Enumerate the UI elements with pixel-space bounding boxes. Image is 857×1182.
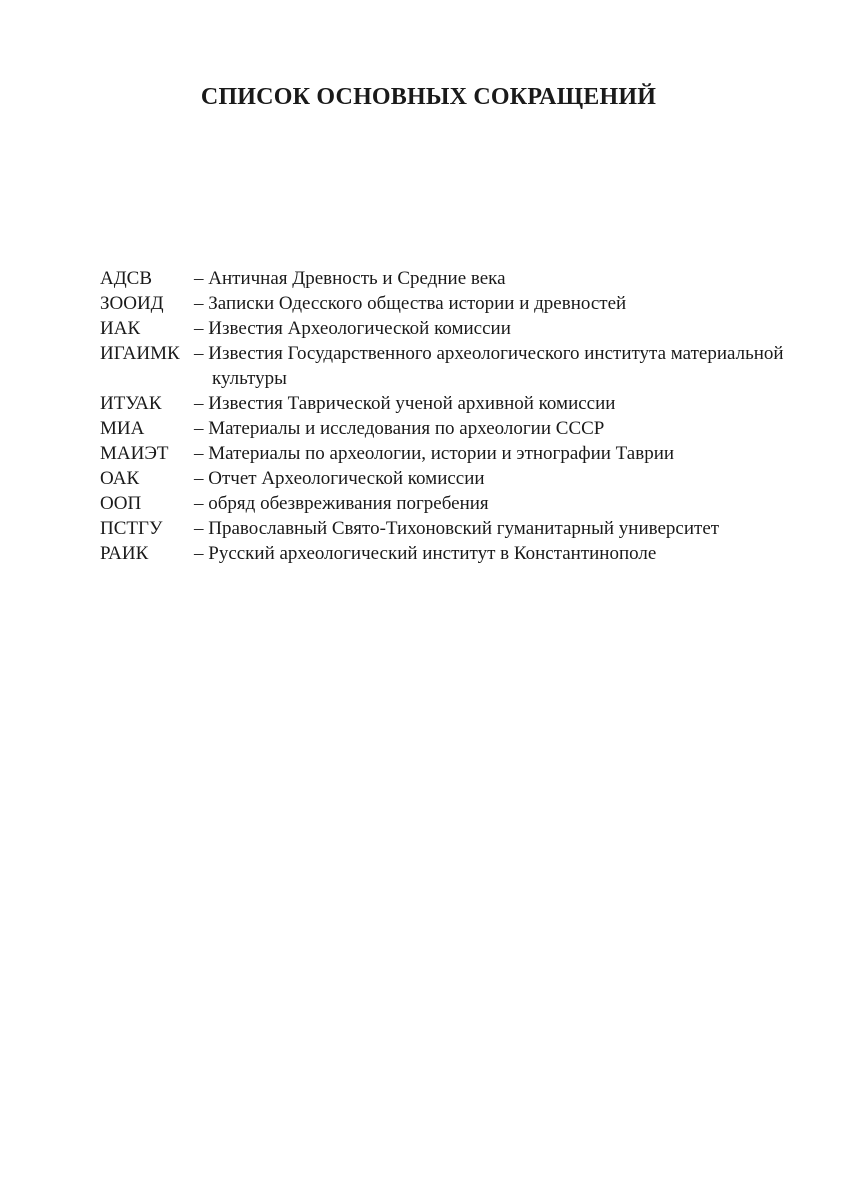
abbreviation-term: ИГАИМК (100, 343, 180, 364)
abbreviation-row (100, 516, 800, 541)
abbreviation-term: МИА (100, 418, 145, 439)
abbreviation-term: ЗООИД (100, 293, 164, 314)
abbreviation-row (100, 416, 800, 441)
page-title: СПИСОК ОСНОВНЫХ СОКРАЩЕНИЙ (200, 84, 657, 110)
abbreviation-definition: – Записки Одесского общества истории и древностей (194, 293, 627, 314)
abbreviation-row (100, 491, 800, 516)
abbreviation-term: ПСТГУ (100, 518, 163, 539)
abbreviation-row (100, 291, 800, 316)
abbreviation-row (100, 316, 800, 341)
abbreviation-row (100, 341, 800, 391)
abbreviation-definition: – Русский археологический институт в Константинополе (194, 543, 657, 564)
abbreviation-row (100, 266, 800, 291)
abbreviation-definition: – Античная Древность и Средние века (194, 268, 506, 289)
abbreviation-term: РАИК (100, 543, 149, 564)
abbreviation-definition: – обряд обезвреживания погребения (194, 493, 489, 514)
abbreviation-term: ИАК (100, 318, 141, 339)
abbreviation-definition: – Известия Археологической комиссии (194, 318, 511, 339)
abbreviation-definition: – Материалы и исследования по археологии СССР (194, 418, 605, 439)
abbreviation-row (100, 391, 800, 416)
abbreviation-row (100, 441, 800, 466)
abbreviation-definition: – Известия Государственного археологического института материальной культуры (194, 343, 784, 389)
abbreviation-term: МАИЭТ (100, 443, 169, 464)
abbreviation-definition: – Отчет Археологической комиссии (194, 468, 485, 489)
abbreviation-term: ОАК (100, 468, 140, 489)
abbreviation-term: ИТУАК (100, 393, 162, 414)
abbreviation-definition: – Православный Свято-Тихоновский гуманитарный университет (194, 518, 720, 539)
abbreviation-term: АДСВ (100, 268, 153, 289)
abbreviation-list (100, 266, 800, 566)
abbreviation-row (100, 541, 800, 566)
abbreviation-definition: – Материалы по археологии, истории и этнографии Таврии (194, 443, 675, 464)
abbreviation-term: ООП (100, 493, 142, 514)
abbreviation-definition: – Известия Таврической ученой архивной комиссии (194, 393, 616, 414)
abbreviation-row (100, 466, 800, 491)
